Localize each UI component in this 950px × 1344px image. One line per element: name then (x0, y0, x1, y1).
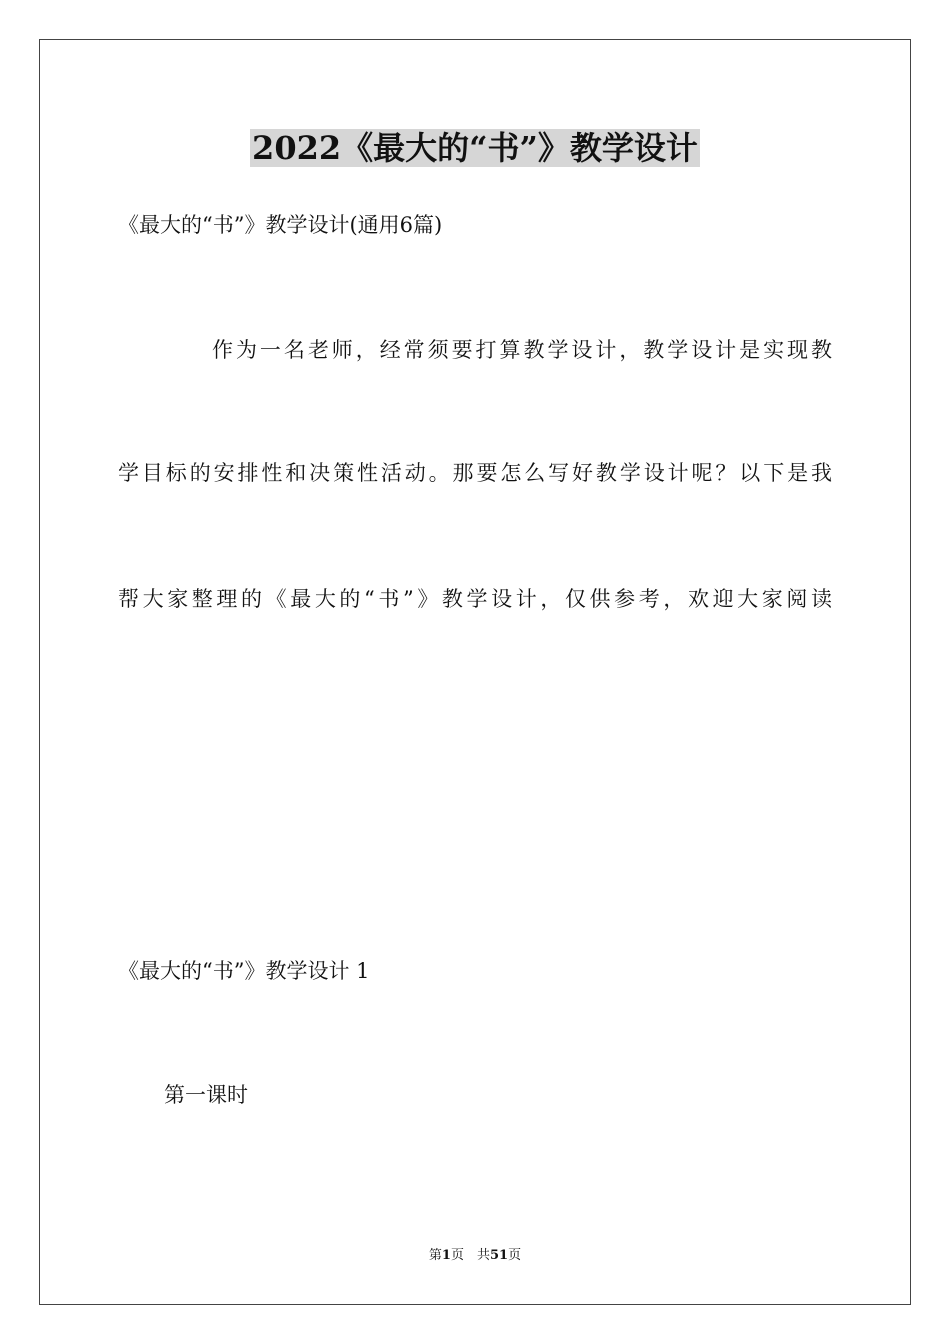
page-footer (0, 1246, 950, 1266)
footer-prefix: 第 (428, 1248, 442, 1263)
footer-mid: 页 共 (450, 1248, 490, 1263)
footer-page-current: 1 (441, 1248, 451, 1263)
document-subtitle: 《最大的“书”》教学设计(通用6篇) (118, 213, 443, 237)
section-heading: 《最大的“书”》教学设计 1 (118, 959, 370, 983)
document-title (0, 126, 950, 170)
intro-line-2: 学目标的安排性和决策性活动。那要怎么写好教学设计呢？以下是我 (118, 461, 832, 485)
lesson-label: 第一课时 (164, 1083, 248, 1107)
intro-line-3: 帮大家整理的《最大的“书”》教学设计，仅供参考，欢迎大家阅读 (118, 587, 832, 611)
document-title-text: 2022《最大的“书”》教学设计 (252, 129, 698, 167)
footer-page-total: 51 (489, 1248, 509, 1263)
intro-line-1: 作为一名老师，经常须要打算教学设计，教学设计是实现教 (212, 338, 832, 362)
footer-suffix: 页 (508, 1248, 522, 1263)
